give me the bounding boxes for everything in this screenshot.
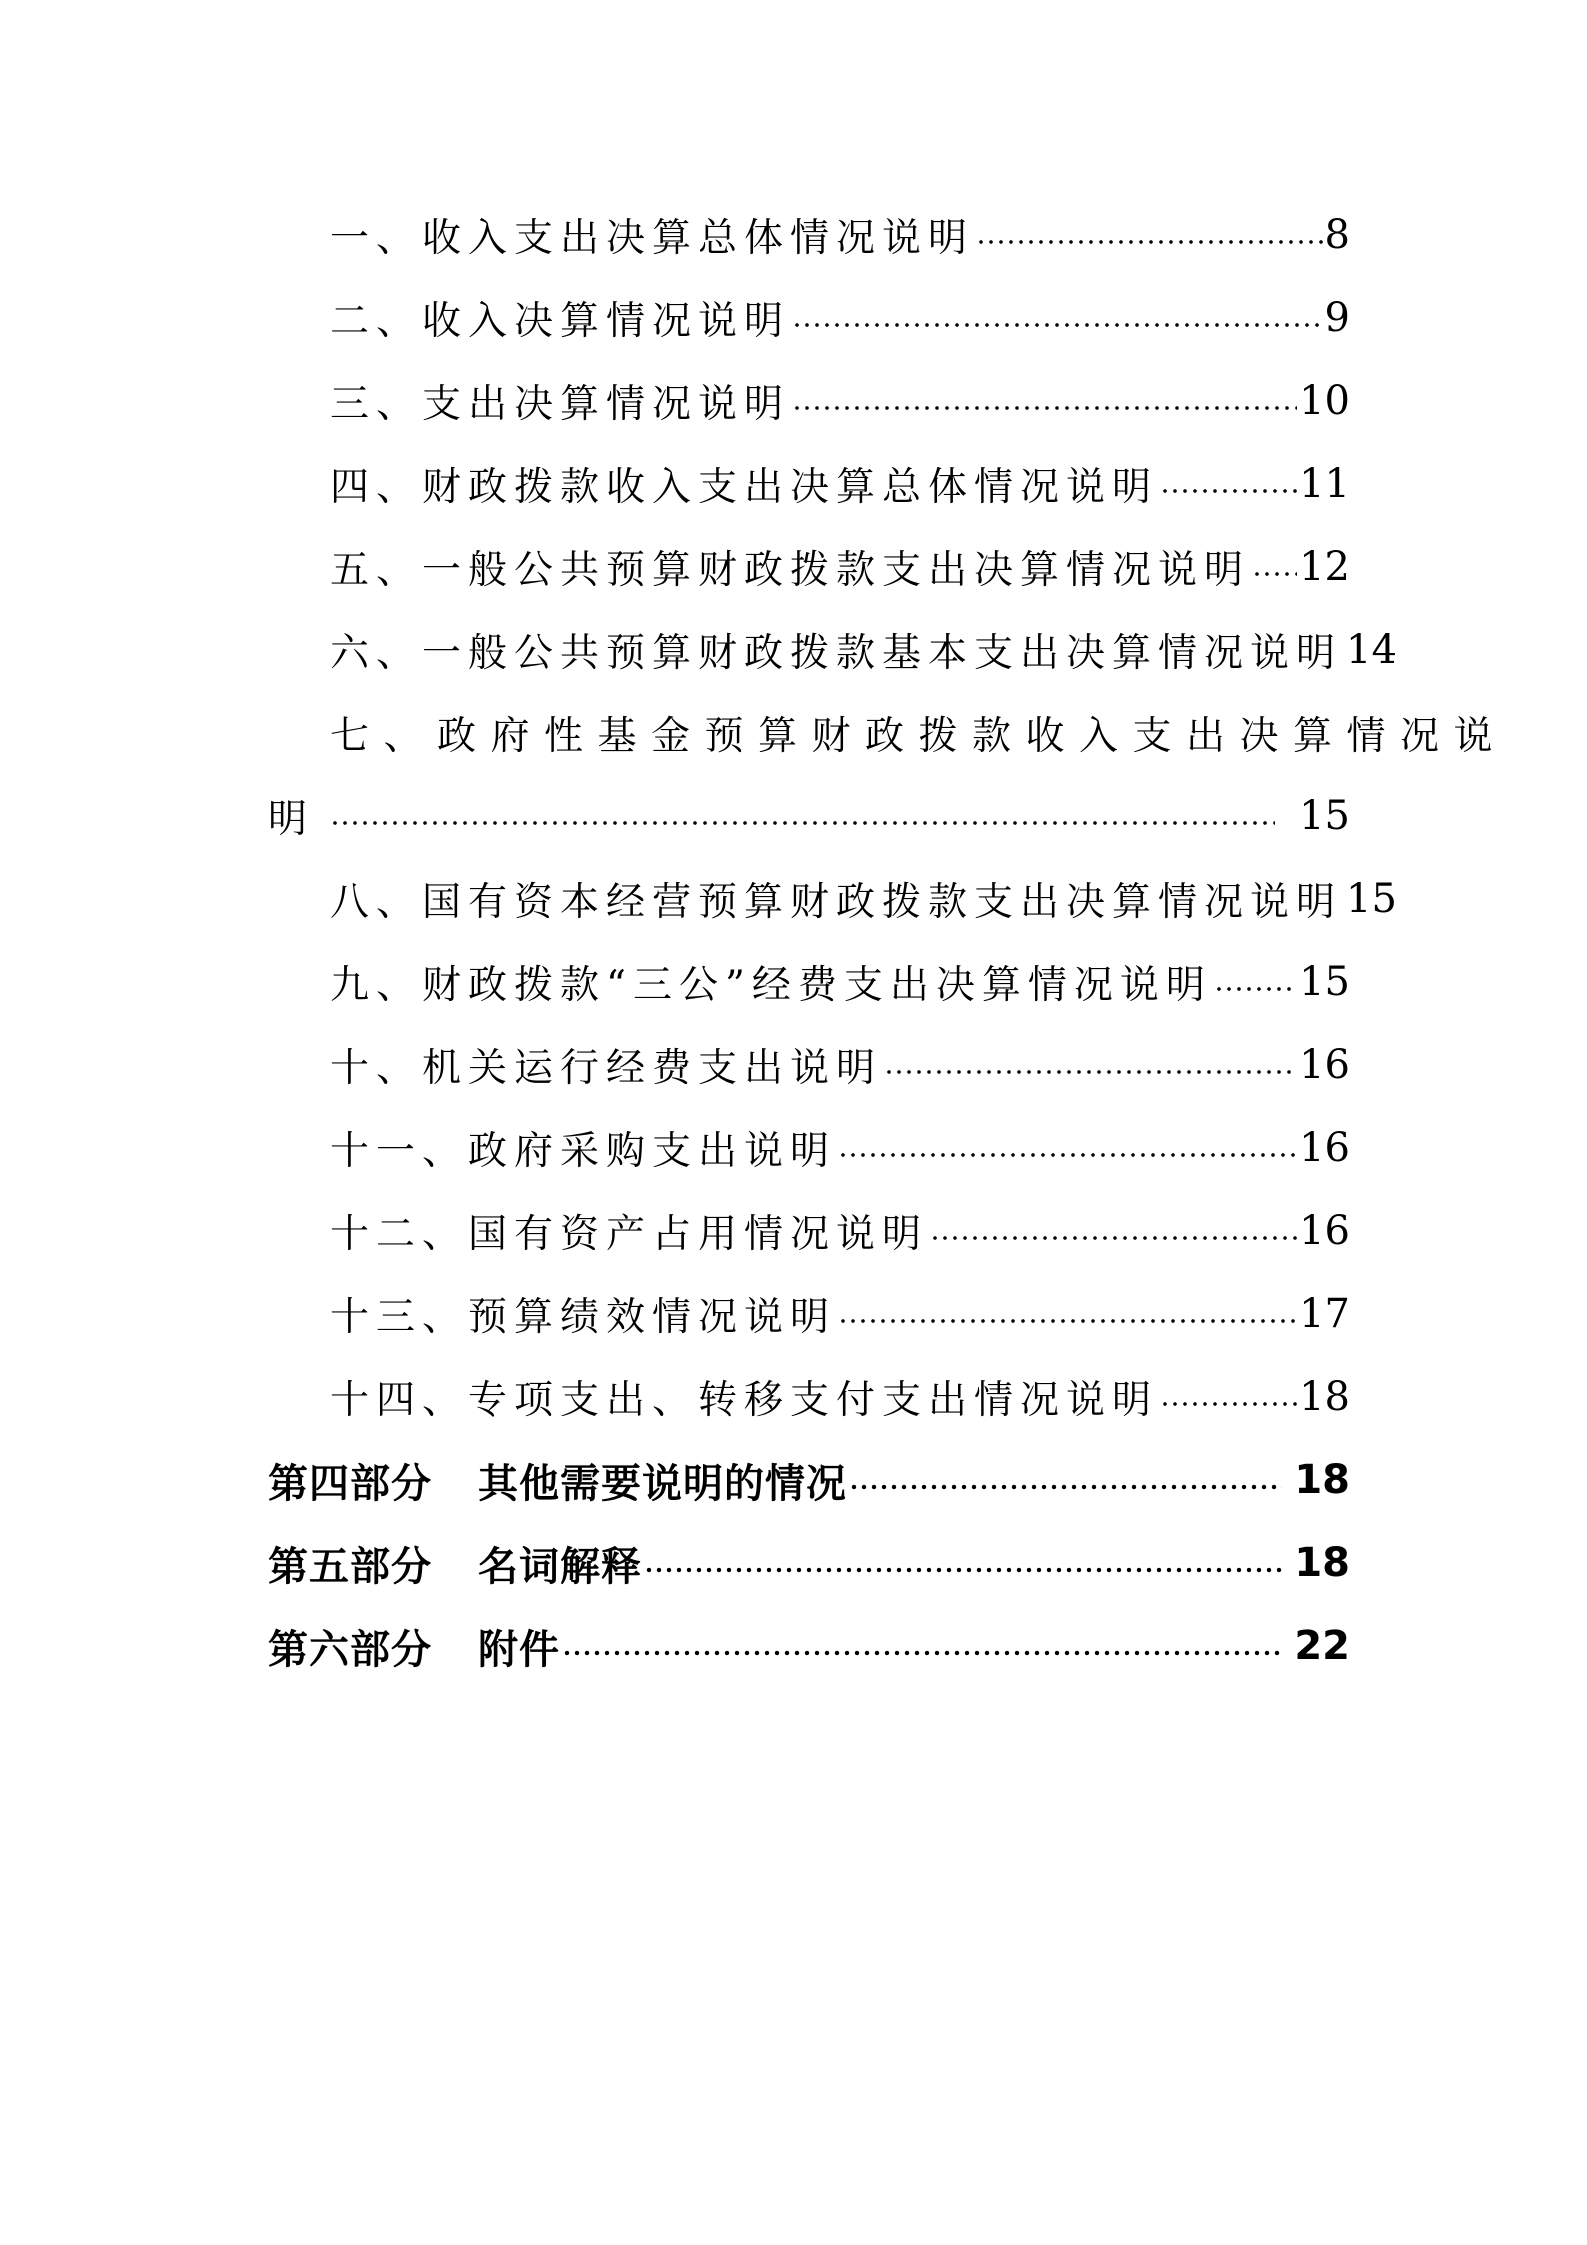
toc-entry-page: 18 [1299,1374,1350,1420]
toc-entry-label: 三、支出决算情况说明 [330,382,791,427]
part-number: 第五部分 [268,1543,432,1590]
toc-entry-label: 一、收入支出决算总体情况说明 [330,216,975,261]
dot-leader [1214,986,1297,992]
toc-part-6[interactable] [268,1616,1350,1676]
toc-entry-5[interactable] [330,537,1350,597]
dot-leader [838,1318,1297,1324]
toc-entry-label: 五、一般公共预算财政拨款支出决算情况说明 [330,548,1251,593]
toc-entry-14[interactable] [330,1367,1350,1427]
toc-entry-7-line1[interactable] [330,703,1508,763]
toc-part-page: 18 [1294,1457,1350,1503]
toc-entry-page: 10 [1299,378,1350,424]
toc-entry-4[interactable] [330,454,1350,514]
toc-entry-10[interactable] [330,1035,1350,1095]
dot-leader [838,1152,1297,1158]
toc-part-5[interactable] [268,1533,1350,1593]
dot-leader [849,1484,1282,1490]
toc-part-4[interactable] [268,1450,1350,1510]
toc-entry-3[interactable] [330,371,1350,431]
part-number: 第四部分 [268,1460,432,1507]
dot-leader [1160,488,1297,494]
toc-part-page: 18 [1294,1540,1350,1586]
part-title: 名词解释 [478,1543,642,1590]
toc-entry-page: 11 [1299,461,1350,507]
toc-entry-page: 9 [1324,295,1350,341]
toc-part-page: 22 [1294,1623,1350,1669]
toc-entry-page: 15 [1299,959,1350,1005]
dot-leader [1252,571,1297,577]
toc-entry-12[interactable] [330,1201,1350,1261]
toc-entry-page: 17 [1299,1291,1350,1337]
toc-entry-page: 8 [1324,212,1350,258]
toc-entry-label: 十四、专项支出、转移支付支出情况说明 [330,1378,1159,1423]
toc-entry-page: 15 [1346,876,1397,922]
toc-entry-label: 十二、国有资产占用情况说明 [330,1212,929,1257]
toc-entry-label: 九、财政拨款“三公”经费支出决算情况说明 [330,963,1212,1008]
toc-entry-page: 15 [1299,793,1350,839]
dot-leader [644,1567,1282,1573]
toc-entry-label: 八、国有资本经营预算财政拨款支出决算情况说明 [330,880,1343,925]
toc-entry-9[interactable] [330,952,1350,1012]
dot-leader [562,1650,1282,1656]
dot-leader [792,405,1297,411]
toc-entry-label: 六、一般公共预算财政拨款基本支出决算情况说明 [330,631,1343,676]
toc-entry-6[interactable] [330,620,1397,680]
toc-entry-page: 16 [1299,1208,1350,1254]
toc-entry-1[interactable] [330,205,1350,265]
toc-entry-page: 16 [1299,1125,1350,1171]
toc-entry-page: 12 [1299,544,1350,590]
part-title: 其他需要说明的情况 [478,1460,847,1507]
toc-entry-label: 十、机关运行经费支出说明 [330,1046,883,1091]
toc-entry-label: 明 [268,797,315,842]
part-title: 附件 [478,1626,560,1673]
toc-entry-label: 二、收入决算情况说明 [330,299,791,344]
toc-entry-label: 十三、预算绩效情况说明 [330,1295,837,1340]
part-number: 第六部分 [268,1626,432,1673]
toc-entry-13[interactable] [330,1284,1350,1344]
toc-entry-8[interactable] [330,869,1397,929]
toc-entry-label: 十一、政府采购支出说明 [330,1129,837,1174]
dot-leader [884,1069,1297,1075]
dot-leader [330,820,1275,826]
dot-leader [792,322,1323,328]
toc-entry-2[interactable] [330,288,1350,348]
toc-entry-label: 四、财政拨款收入支出决算总体情况说明 [330,465,1159,510]
toc-entry-label: 七、政府性基金预算财政拨款收入支出决算情况说 [330,714,1508,759]
dot-leader [976,239,1323,245]
toc-entry-page: 16 [1299,1042,1350,1088]
dot-leader [1160,1401,1297,1407]
toc-entry-7-line2[interactable] [268,786,1350,846]
dot-leader [930,1235,1297,1241]
toc-entry-11[interactable] [330,1118,1350,1178]
toc-entry-page: 14 [1346,627,1397,673]
